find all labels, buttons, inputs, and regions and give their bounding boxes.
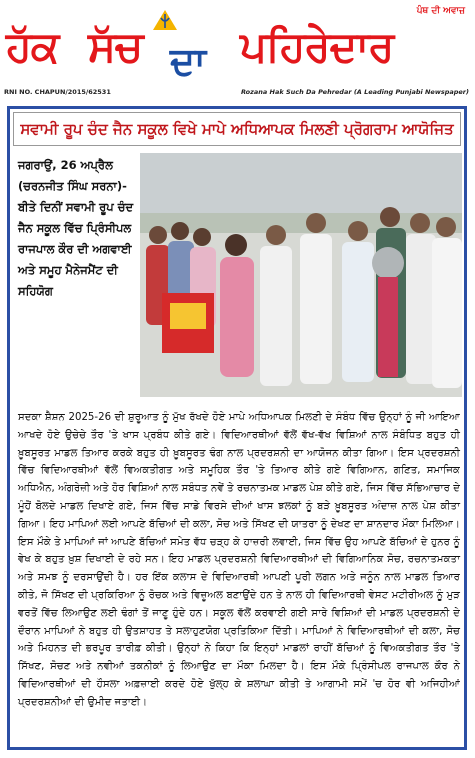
masthead-word-1: ਹੱਕ	[6, 22, 59, 71]
masthead-word-2: ਸੱਚ	[88, 22, 143, 71]
headline-box	[13, 112, 461, 146]
event-photo-image	[140, 153, 462, 397]
publication-name: Rozana Hak Such Da Pehredar (A Leading Punjabi Newspaper)	[240, 88, 469, 96]
rni-number: RNI NO. CHAPUN/2015/62531	[4, 88, 111, 96]
masthead-word-4: ਪਹਿਰੇਦਾਰ	[240, 22, 394, 71]
masthead-word-3: ਦਾ	[170, 38, 206, 83]
news-article	[7, 106, 467, 750]
khanda-emblem-icon	[150, 8, 180, 32]
article-lead-paragraph: ਜਗਰਾਉਂ, 26 ਅਪ੍ਰੈਲ (ਚਰਨਜੀਤ ਸਿੰਘ ਸਰਨਾ)-ਬੀਤੇ ਦਿਨੀਂ ਸਵਾਮੀ ਰੂਪ ਚੰਦ ਜੈਨ ਸਕੂਲ ਵਿੱਚ ਪ੍ਰਿੰਸੀਪਲ ਰਾਜਪਾਲ ਕੌਰ ਦੀ ਅਗਵਾਈ ਅਤੇ ਸਮੂਹ ਮੈਨੇਜਮੈਂਟ ਦੀ ਸਹਿਯੋਗ	[18, 158, 134, 298]
article-body: ਸਦਕਾ ਸ਼ੈਸ਼ਨ 2025-26 ਦੀ ਸ਼ੁਰੂਆਤ ਨੂੰ ਮੁੱਖ ਰੱਖਦੇ ਹੋਏ ਮਾਪੇ ਅਧਿਆਪਕ ਮਿਲਣੀ ਦੇ ਸੰਬੰਧ ਵਿੱਚ ਉਨ੍ਹਾਂ ਨੂੰ ਜੀ ਆਇਆ ਆਖਦੇ ਹੋਏ ਉਚੇਚੇ ਤੌਰ 'ਤੇ ਖਾਸ ਪ੍ਰਬੰਧ ਕੀਤੇ ਗਏ। ਵਿਦਿਆਰਥੀਆਂ ਵੱਲੋਂ ਵੱਖ-ਵੱਖ ਵਿਸ਼ਿਆਂ ਨਾਲ ਸੰਬੰਧਿਤ ਬਹੁਤ ਹੀ ਖ਼ੂਬਸੂਰਤ ਮਾਡਲ ਤਿਆਰ ਕਰਕੇ ਬਹੁਤ ਹੀ ਖ਼ੂਬਸੂਰਤ ਢੰਗ ਨਾਲ ਪ੍ਰਦਰਸ਼ਨੀ ਦਾ ਆਯੋਜਨ ਕੀਤਾ ਗਿਆ। ਇਸ ਪ੍ਰਦਰਸ਼ਨੀ ਵਿੱਚ ਵਿਦਿਆਰਥੀਆਂ ਵੱਲੋਂ ਵਿਅਕਤੀਗਤ ਅਤੇ ਸਮੂਹਿਕ ਤੌਰ 'ਤੇ ਤਿਆਰ ਕੀਤੇ ਗਏ ਵਿਗਿਆਨ, ਗਣਿਤ, ਸਮਾਜਿਕ ਅਧਿਐਨ, ਅੰਗਰੇਜ਼ੀ ਅਤੇ ਹੋਰ ਵਿਸ਼ਿਆਂ ਨਾਲ ਸਬੰਧਤ ਨਵੇਂ ਤੇ ਰਚਨਾਤਮਕ ਮਾਡਲ ਪੇਸ਼ ਕੀਤੇ ਗਏ, ਜਿਸ ਵਿੱਚ ਸੱਭਿਆਚਾਰ ਦੇ ਮੂੰਹੋਂ ਬੋਲਦੇ ਮਾਡਲ ਦਿਖਾਏ ਗਏ, ਜਿਸ ਵਿੱਚ ਸਾਡੇ ਵਿਰਸੇ ਦੀਆਂ ਖਾਸ ਝਲਕਾਂ ਨੂੰ ਬੜੇ ਖ਼ੂਬਸੂਰਤ ਅੰਦਾਜ਼ ਨਾਲ ਪੇਸ਼ ਕੀਤਾ ਗਿਆ। ਇਹ ਮਾਪਿਆਂ ਲਈ ਆਪਣੇ ਬੱਚਿਆਂ ਦੀ ਕਲਾ, ਸੋਚ ਅਤੇ ਸਿੱਖਣ ਦੀ ਯਾਤਰਾ ਨੂੰ ਦੇਖਣ ਦਾ ਸ਼ਾਨਦਾਰ ਮੌਕਾ ਮਿਲਿਆ। ਇਸ ਮੌਕੇ ਤੇ ਮਾਪਿਆਂ ਜਾਂ ਆਪਣੇ ਬੱਚਿਆਂ ਸਮੇਤ ਵੱਧ ਚੜ੍ਹ ਕੇ ਹਾਜ਼ਰੀ ਲਵਾਈ, ਜਿਸ ਵਿੱਚ ਉਹ ਆਪਣੇ ਬੱਚਿਆਂ ਦੇ ਹੁਨਰ ਨੂੰ ਵੇਖ ਕੇ ਬਹੁਤ ਖ਼ੁਸ਼ ਦਿਖਾਈ ਦੇ ਰਹੇ ਸਨ। ਇਹ ਮਾਡਲ ਪ੍ਰਦਰਸ਼ਨੀ ਵਿਦਿਆਰਥੀਆਂ ਦੀ ਵਿਗਿਆਨਿਕ ਸੋਚ, ਰਚਨਾਤਮਕਤਾ ਅਤੇ ਸਮਝ ਨੂੰ ਦਰਸਾਉਂਦੀ ਹੈ। ਹਰ ਇੱਕ ਕਲਾਸ ਦੇ ਵਿਦਿਆਰਥੀ ਆਪਣੀ ਪੂਰੀ ਲਗਨ ਅਤੇ ਜਨੂੰਨ ਨਾਲ ਮਾਡਲ ਤਿਆਰ ਕੀਤੇ, ਜੋ ਸਿੱਖਣ ਦੀ ਪ੍ਰਕਿਰਿਆ ਨੂੰ ਰੋਚਕ ਅਤੇ ਵਿਜ਼ੂਅਲ ਬਣਾਉਂਦੇ ਹਨ ਤੇ ਨਾਲ ਹੀ ਵਿਦਿਆਰਥੀ ਵੇਸਟ ਮਟੀਰੀਅਲ ਨੂੰ ਮੁੜ ਵਰਤੋਂ ਵਿੱਚ ਲਿਆਉਣ ਲਈ ਢੰਗਾਂ ਤੋਂ ਜਾਣੂ ਹੁੰਦੇ ਹਨ। ਸਕੂਲ ਵੱਲੋਂ ਕਰਵਾਈ ਗਈ ਸਾਰੇ ਵਿਸ਼ਿਆਂ ਦੀ ਮਾਡਲ ਪ੍ਰਦਰਸ਼ਨੀ ਦੇ ਦੌਰਾਨ ਮਾਪਿਆਂ ਨੇ ਬਹੁਤ ਹੀ ਉਤਸ਼ਾਹਤ ਤੇ ਸਲਾਹੁਣਯੋਗ ਪ੍ਰਤਿਕਿਆ ਦਿੱਤੀ। ਮਾਪਿਆਂ ਨੇ ਵਿਦਿਆਰਥੀਆਂ ਦੀ ਕਲਾ, ਸੋਚ ਅਤੇ ਮਿਹਨਤ ਦੀ ਭਰਪੂਰ ਤਾਰੀਫ਼ ਕੀਤੀ। ਉਨ੍ਹਾਂ ਨੇ ਕਿਹਾ ਕਿ ਇਨ੍ਹਾਂ ਮਾਡਲਾਂ ਰਾਹੀਂ ਬੱਚਿਆਂ ਨੂੰ ਵਿਅਕਤੀਗਤ ਤੌਰ 'ਤੇ ਸਿੱਖਣ, ਸੋਚਣ ਅਤੇ ਨਵੀਆਂ ਤਕਨੀਕਾਂ ਨੂੰ ਲਿਆਉਣ ਦਾ ਮੌਕਾ ਮਿਲਦਾ ਹੈ। ਇਸ ਮੌਕੇ ਪ੍ਰਿੰਸੀਪਲ ਰਾਜਪਾਲ ਕੌਰ ਨੇ ਵਿਦਿਆਰਥੀਆਂ ਦੀ ਹੌਸਲਾ ਅਫ਼ਜ਼ਾਈ ਕਰਦੇ ਹੋਏ ਖੁੱਲ੍ਹ ਕੇ ਸ਼ਲਾਘਾ ਕੀਤੀ ਤੇ ਆਗਾਮੀ ਸਮੇਂ 'ਚ ਹੋਰ ਵੀ ਅਜਿਹੀਆਂ ਪ੍ਰਦਰਸ਼ਨੀਆਂ ਦੀ ਉਮੀਦ ਜਤਾਈ।	[18, 412, 460, 708]
newspaper-masthead	[0, 0, 475, 100]
masthead-tagline: ਪੰਥ ਦੀ ਅਵਾਜ਼	[416, 6, 465, 16]
article-headline: ਸਵਾਮੀ ਰੂਪ ਚੰਦ ਜੈਨ ਸਕੂਲ ਵਿਖੇ ਮਾਪੇ ਅਧਿਆਪਕ ਮਿਲਣੀ ਪ੍ਰੋਗਰਾਮ ਆਯੋਜਿਤ	[20, 120, 454, 138]
event-photo	[140, 153, 462, 397]
